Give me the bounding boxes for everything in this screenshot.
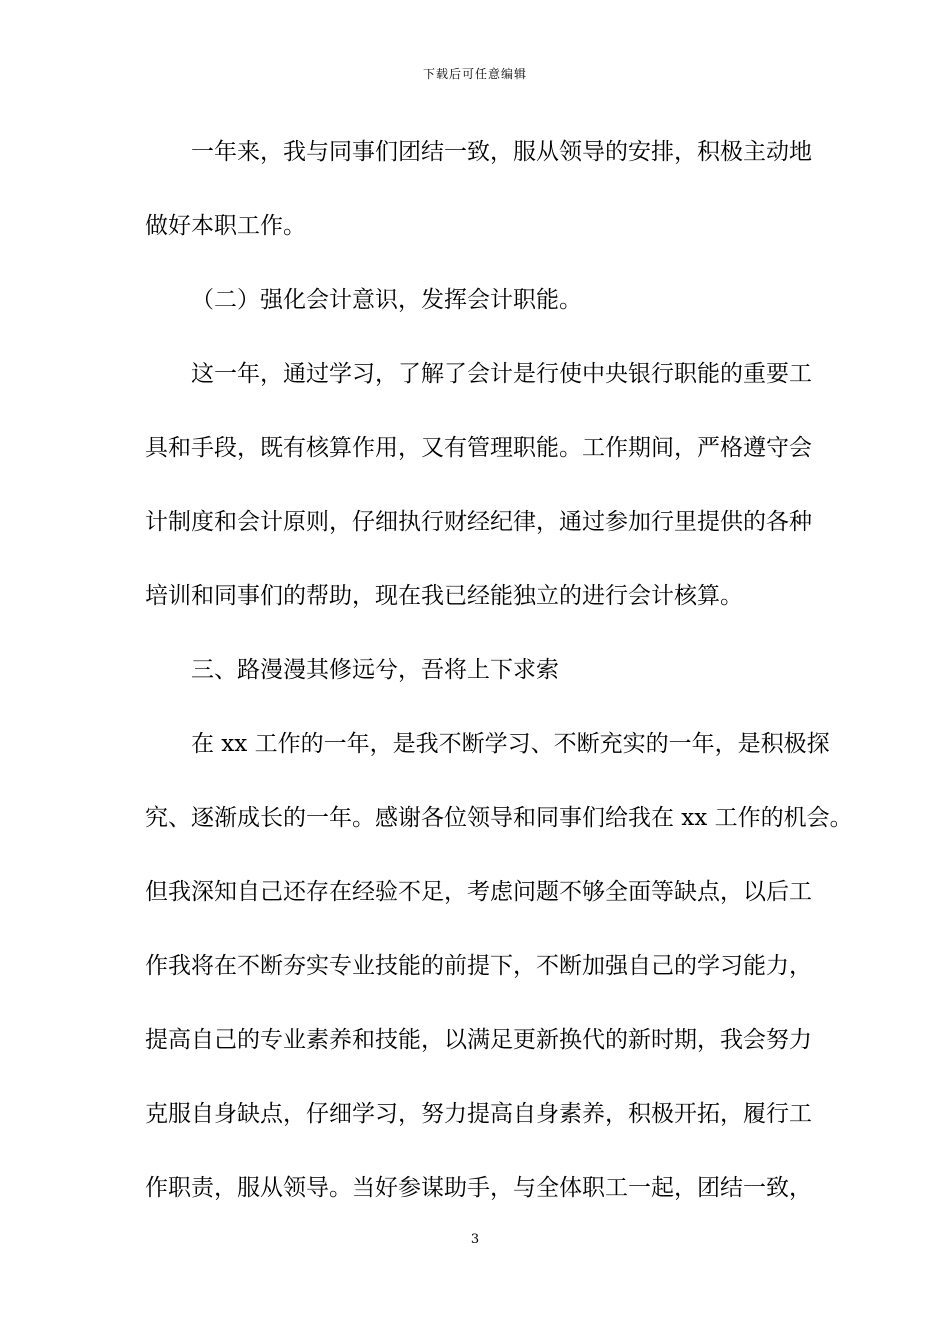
paragraph-line: 具和手段，既有核算作用，又有管理职能。工作期间，严格遵守会 [145,435,812,461]
page-number: 3 [470,1232,480,1247]
paragraph-line: 克服自身缺点，仔细学习，努力提高自身素养，积极开拓，履行工 [145,1101,812,1127]
section-heading: （二）强化会计意识，发挥会计职能。 [191,287,582,313]
paragraph-line: 作我将在不断夯实专业技能的前提下，不断加强自己的学习能力， [145,953,812,979]
section-heading: 三、路漫漫其修远兮，吾将上下求索 [191,657,559,683]
paragraph-line: 提高自己的专业素养和技能，以满足更新换代的新时期，我会努力 [145,1027,812,1053]
paragraph-line: 一年来，我与同事们团结一致，服从领导的安排，积极主动地 [191,139,812,165]
paragraph-line: 但我深知自己还存在经验不足，考虑问题不够全面等缺点，以后工 [145,879,812,905]
paragraph-line: 这一年，通过学习，了解了会计是行使中央银行职能的重要工 [191,361,812,387]
paragraph-line: 在 xx 工作的一年，是我不断学习、不断充实的一年，是积极探 [191,731,830,757]
page-header-note: 下载后可任意编辑 [422,67,527,81]
paragraph-line: 做好本职工作。 [145,213,306,239]
paragraph-line: 培训和同事们的帮助，现在我已经能独立的进行会计核算。 [145,583,743,609]
paragraph-line: 究、逐渐成长的一年。感谢各位领导和同事们给我在 xx 工作的机会。 [145,805,853,831]
paragraph-line: 作职责，服从领导。当好参谋助手，与全体职工一起，团结一致， [145,1175,812,1201]
paragraph-line: 计制度和会计原则，仔细执行财经纪律，通过参加行里提供的各种 [145,509,812,535]
